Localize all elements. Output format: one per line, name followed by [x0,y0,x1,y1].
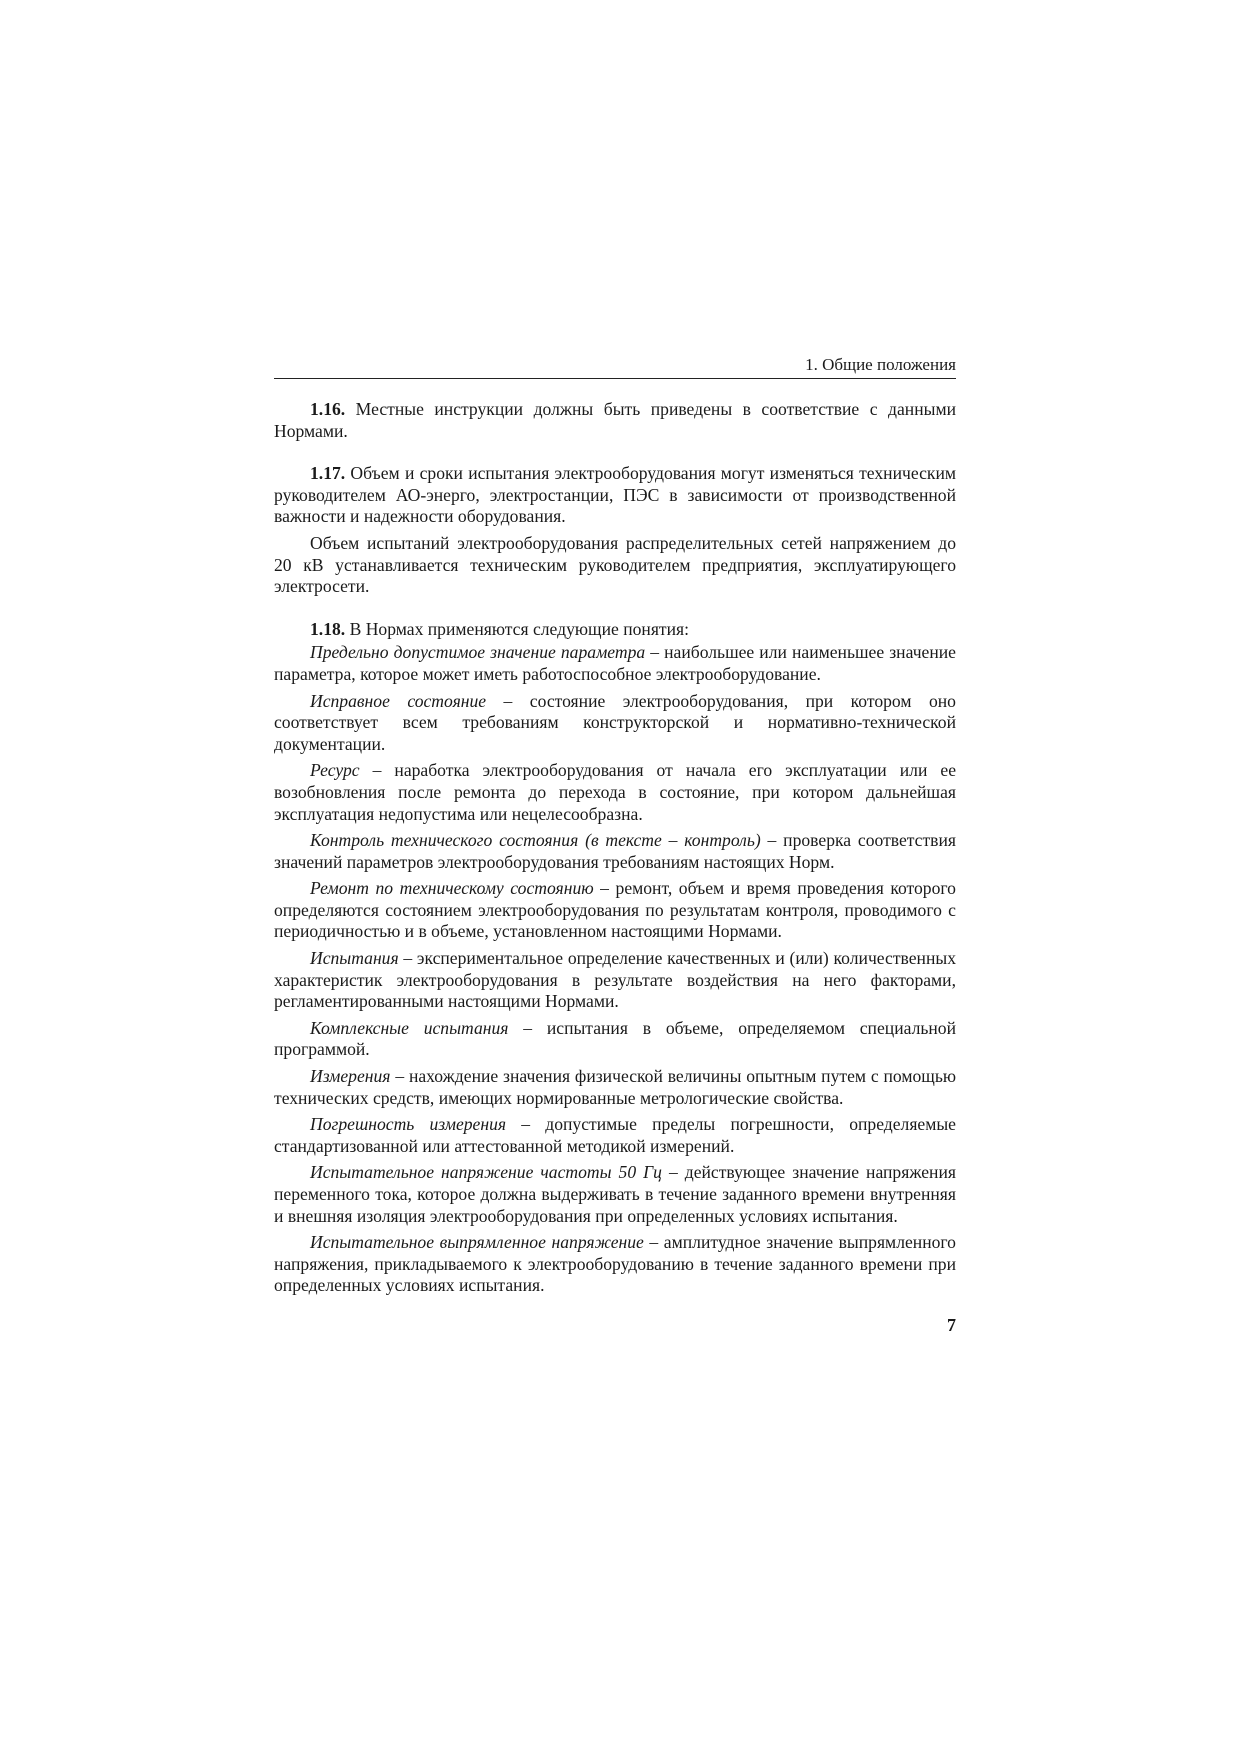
section-title: 1. Общие положения [805,355,956,374]
definition-term: Испытания [310,948,399,969]
paragraph-1-16 [274,399,956,442]
definition-item [274,642,956,685]
definition-text: – действующее значение напряжения переменного тока, которое должна выдерживать в течение заданного времени внутренняя и внешняя изоляция электрооборудования при определенных условиях испытания. [274,1162,956,1226]
definition-term: Ресурс [310,760,360,781]
definition-item [274,691,956,756]
definition-term: Комплексные испытания [310,1017,509,1038]
definition-text: – наибольшее или наименьшее значение параметра, которое может иметь работоспособное электрооборудование. [274,642,956,684]
definition-text: – амплитудное значение выпрямленного напряжения, прикладываемого к электрооборудованию в течение заданного времени при определенных условиях испытания. [274,1232,956,1296]
book-page [274,355,956,1336]
definition-term: Исправное состояние [310,690,487,711]
definition-item [274,878,956,943]
definition-text: – испытания в объеме, определяемом специальной программой. [274,1017,957,1060]
definition-term: Погрешность измерения [310,1114,507,1135]
clause-text: В Нормах применяются следующие понятия: [345,618,689,639]
clause-number: 1.16. [310,399,346,419]
definition-text: – экспериментальное определение качественных и (или) количественных характеристик электрооборудования в результате воздействия на него факторами, регламентированными настоящими Нормами. [274,948,956,1012]
clause-text: Объем и сроки испытания электрооборудования могут изменяться техническим руководителем АО-энерго, электростанции, ПЭС в зависимости от производственной важности и надежности оборудования. [274,463,956,527]
definition-item [274,830,956,873]
definition-text: – наработка электрооборудования от начала его эксплуатации или ее возобновления после ремонта до перехода в состояние, при котором дальнейшая эксплуатация недопустима или нецелесообразна. [274,760,956,824]
definition-term: Измерения [310,1066,391,1087]
clause-number: 1.17. [310,463,346,484]
definition-text: – допустимые пределы погрешности, определяемые стандартизованной или аттестованной методикой измерений. [274,1114,956,1156]
definition-term: Ремонт по техническому состоянию [310,878,594,899]
page-number: 7 [947,1314,956,1335]
definition-item [274,948,956,1013]
clause-text: Объем испытаний электрооборудования распределительных сетей напряжением до 20 кВ устанавливается техническим руководителем предприятия, эксплуатирующего электросети. [274,532,956,597]
clause-number: 1.18. [310,618,346,639]
paragraph-1-17-continued [274,533,956,598]
definition-item [274,1066,956,1109]
page-body [274,399,956,1297]
definition-item [274,1232,956,1297]
definition-item [274,1162,956,1227]
definition-text: – состояние электрооборудования, при котором оно соответствует всем требованиям конструкторской и нормативно-технической документации. [274,690,956,754]
definition-term: Испытательное выпрямленное напряжение [310,1232,644,1253]
definition-text: – нахождение значения физической величины опытным путем с помощью технических средств, имеющих нормированные метрологические свойства. [274,1066,956,1108]
paragraph-1-17 [274,463,956,528]
definition-item [274,1114,956,1157]
definition-text: – проверка соответствия значений параметров электрооборудования требованиям настоящих Норм. [274,830,956,872]
clause-text: Местные инструкции должны быть приведены в соответствие с данными Нормами. [274,399,956,441]
definition-term: Контроль технического состояния (в тексте – контроль) [310,830,761,851]
definition-term: Предельно допустимое значение параметра [310,642,646,663]
paragraph-1-18 [274,619,956,641]
definition-text: – ремонт, объем и время проведения которого определяются состоянием электрооборудования по результатам контроля, проводимого с периодичностью и в объеме, установленном настоящими Нормами. [274,878,956,942]
definition-item [274,760,956,825]
definition-term: Испытательное напряжение частоты 50 Гц [310,1162,662,1183]
definition-item [274,1018,956,1061]
running-header [274,355,956,379]
